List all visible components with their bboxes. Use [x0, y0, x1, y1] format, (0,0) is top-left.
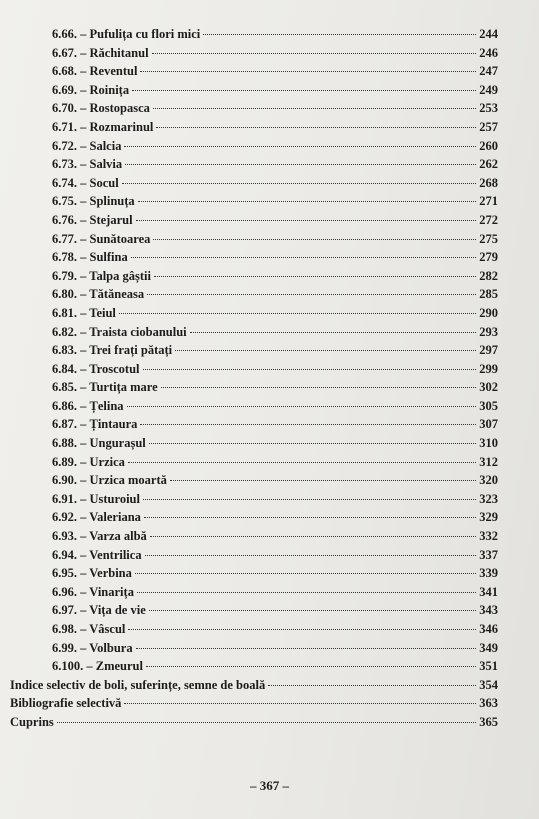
entry-page-number: 310: [479, 436, 498, 451]
dot-leader: [132, 90, 476, 91]
entry-number: 6.78.: [52, 250, 77, 265]
dot-leader: [137, 592, 476, 593]
toc-entry: [0, 269, 498, 288]
entry-title: – Urzica moartă: [80, 473, 167, 488]
entry-number: 6.89.: [52, 454, 77, 469]
entry-number: 6.74.: [52, 175, 77, 190]
entry-page-number: 329: [479, 510, 498, 525]
dot-leader: [161, 387, 477, 388]
entry-page-number: 337: [479, 547, 498, 562]
entry-title: – Trei frați pătați: [80, 343, 173, 358]
entry-page-number: 244: [479, 27, 498, 41]
dot-leader: [154, 276, 476, 277]
dot-leader: [57, 722, 476, 723]
entry-number: 6.87.: [52, 417, 77, 432]
entry-number: 6.97.: [52, 603, 77, 618]
dot-leader: [125, 164, 476, 165]
entry-number: 6.95.: [52, 566, 77, 581]
entry-page-number: 257: [479, 119, 498, 134]
entry-page-number: 332: [479, 529, 498, 544]
entry-page-number: 290: [479, 305, 498, 320]
toc-entry: [0, 157, 498, 176]
entry-page-number: 323: [479, 491, 498, 506]
dot-leader: [119, 313, 476, 314]
entry-title: – Traista ciobanului: [80, 324, 187, 339]
dot-leader: [153, 108, 476, 109]
entry-number: 6.88.: [52, 436, 77, 451]
toc-entry: [0, 27, 498, 46]
entry-page-number: 253: [479, 101, 498, 116]
entry-page-number: 246: [479, 45, 498, 60]
dot-leader: [127, 406, 477, 407]
entry-title: – Răchitanul: [80, 45, 149, 60]
dot-leader: [143, 369, 477, 370]
dot-leader: [128, 462, 476, 463]
entry-number: 6.83.: [52, 343, 77, 358]
entry-page-number: 297: [479, 343, 498, 358]
entry-page-number: 363: [479, 696, 498, 711]
dot-leader: [146, 666, 476, 667]
toc-entry: [0, 622, 498, 641]
dot-leader: [140, 424, 476, 425]
entry-page-number: 282: [479, 268, 498, 283]
dot-leader: [124, 146, 476, 147]
entry-number: 6.79.: [52, 268, 77, 283]
dot-leader: [138, 201, 477, 202]
toc-entry: [0, 548, 498, 567]
entry-title: – Varza albă: [80, 529, 147, 544]
entry-number: 6.81.: [52, 305, 77, 320]
toc-entry: [0, 399, 498, 418]
toc-entry: [0, 287, 498, 306]
dot-leader: [145, 555, 477, 556]
dot-leader: [128, 629, 476, 630]
entry-title: – Roinița: [80, 82, 130, 97]
entry-page-number: 302: [479, 380, 498, 395]
entry-number: 6.90.: [52, 473, 77, 488]
entry-page-number: 320: [479, 473, 498, 488]
dot-leader: [144, 517, 476, 518]
entry-number: 6.71.: [52, 119, 77, 134]
toc-entry: [0, 176, 498, 195]
entry-title: Bibliografie selectivă: [10, 696, 122, 711]
entry-page-number: 312: [479, 454, 498, 469]
dot-leader: [150, 536, 476, 537]
dot-leader: [143, 499, 476, 500]
entry-page-number: 285: [479, 287, 498, 302]
dot-leader: [149, 610, 477, 611]
entry-title: – Volbura: [80, 640, 133, 655]
entry-number: 6.91.: [52, 491, 77, 506]
entry-title: – Țelina: [80, 398, 124, 413]
dot-leader: [203, 34, 476, 35]
entry-page-number: 275: [479, 231, 498, 246]
dot-leader: [156, 127, 476, 128]
toc-entry: [0, 232, 498, 251]
entry-page-number: 351: [479, 659, 498, 674]
entry-number: 6.85.: [52, 380, 77, 395]
toc-entry: [0, 325, 498, 344]
toc-entry: [0, 510, 498, 529]
dot-leader: [124, 703, 476, 704]
toc-entry: [0, 529, 498, 548]
toc-entry: [0, 473, 498, 492]
toc-entry: [0, 455, 498, 474]
entry-title: – Zmeurul: [86, 659, 143, 674]
entry-number: 6.76.: [52, 212, 77, 227]
entry-number: 6.75.: [52, 194, 77, 209]
entry-page-number: 260: [479, 138, 498, 153]
toc-entry: [0, 213, 498, 232]
entry-number: 6.77.: [52, 231, 77, 246]
toc-entry: [0, 417, 498, 436]
entry-number: 6.72.: [52, 138, 77, 153]
entry-number: 6.86.: [52, 398, 77, 413]
entry-title: – Tătăneasa: [80, 287, 145, 302]
entry-page-number: 349: [479, 640, 498, 655]
toc-entry: [0, 250, 498, 269]
entry-page-number: 279: [479, 250, 498, 265]
toc-entry: [0, 436, 498, 455]
entry-page-number: 365: [479, 714, 498, 729]
entry-page-number: 339: [479, 566, 498, 581]
entry-page-number: 354: [479, 677, 498, 692]
dot-leader: [131, 257, 477, 258]
table-of-contents: [0, 27, 539, 734]
entry-number: 6.99.: [52, 640, 77, 655]
entry-title: – Vița de vie: [80, 603, 146, 618]
toc-section-entry: [0, 678, 498, 697]
entry-title: – Sulfina: [80, 250, 128, 265]
entry-number: 6.94.: [52, 547, 77, 562]
entry-page-number: 272: [479, 212, 498, 227]
dot-leader: [136, 220, 477, 221]
entry-title: – Pufulița cu flori mici: [80, 27, 201, 41]
toc-entry: [0, 46, 498, 65]
entry-number: 6.92.: [52, 510, 77, 525]
entry-title: – Socul: [80, 175, 119, 190]
entry-number: 6.73.: [52, 157, 77, 172]
entry-title: – Talpa gâștii: [80, 268, 151, 283]
entry-title: – Verbina: [80, 566, 132, 581]
toc-entry: [0, 139, 498, 158]
entry-page-number: 249: [479, 82, 498, 97]
entry-title: – Teiul: [80, 305, 116, 320]
entry-page-number: 247: [479, 64, 498, 79]
entry-title: – Sunătoarea: [80, 231, 151, 246]
entry-title: Cuprins: [10, 714, 54, 729]
entry-title: – Salcia: [80, 138, 122, 153]
toc-entry: [0, 362, 498, 381]
entry-number: 6.67.: [52, 45, 77, 60]
entry-page-number: 305: [479, 398, 498, 413]
entry-title: – Salvia: [80, 157, 123, 172]
entry-title: – Stejarul: [80, 212, 133, 227]
dot-leader: [136, 648, 477, 649]
entry-title: – Vinarița: [80, 584, 134, 599]
section-list: [0, 678, 539, 734]
entry-number: 6.93.: [52, 529, 77, 544]
entry-number: 6.82.: [52, 324, 77, 339]
entry-title: – Urzica: [80, 454, 125, 469]
entry-title: – Ventrilica: [80, 547, 142, 562]
entry-page-number: 262: [479, 157, 498, 172]
entry-title: – Valeriana: [80, 510, 141, 525]
entry-number: 6.66.: [52, 27, 77, 41]
dot-leader: [122, 183, 477, 184]
entry-page-number: 293: [479, 324, 498, 339]
dot-leader: [140, 71, 476, 72]
toc-entry: [0, 603, 498, 622]
toc-entry: [0, 566, 498, 585]
dot-leader: [170, 480, 476, 481]
entry-page-number: 299: [479, 361, 498, 376]
toc-entry: [0, 83, 498, 102]
toc-entry: [0, 641, 498, 660]
entry-page-number: 271: [479, 194, 498, 209]
entry-page-number: 307: [479, 417, 498, 432]
entry-title: – Splinuța: [80, 194, 135, 209]
toc-entry: [0, 659, 498, 678]
toc-entry: [0, 585, 498, 604]
entry-number: 6.69.: [52, 82, 77, 97]
entry-number: 6.100.: [52, 659, 84, 674]
toc-entry: [0, 380, 498, 399]
dot-leader: [175, 350, 476, 351]
entry-title: – Usturoiul: [80, 491, 140, 506]
toc-section-entry: [0, 696, 498, 715]
page-number-footer: – 367 –: [250, 778, 289, 793]
toc-section-entry: [0, 715, 498, 734]
entry-number: 6.68.: [52, 64, 77, 79]
entry-number: 6.80.: [52, 287, 77, 302]
toc-entry: [0, 343, 498, 362]
entry-page-number: 341: [479, 584, 498, 599]
entry-page-number: 343: [479, 603, 498, 618]
entry-number: 6.70.: [52, 101, 77, 116]
entry-title: – Troscotul: [80, 361, 140, 376]
dot-leader: [147, 294, 476, 295]
dot-leader: [152, 53, 477, 54]
entry-title: – Rostopasca: [80, 101, 150, 116]
toc-entry: [0, 306, 498, 325]
toc-entry: [0, 101, 498, 120]
dot-leader: [149, 443, 476, 444]
toc-entry: [0, 194, 498, 213]
entry-title: Indice selectiv de boli, suferințe, semne de boală: [10, 677, 266, 692]
dot-leader: [268, 685, 476, 686]
entry-number: 6.98.: [52, 622, 77, 636]
entry-title: – Reventul: [80, 64, 138, 79]
entry-number: 6.84.: [52, 361, 77, 376]
entry-number: 6.96.: [52, 584, 77, 599]
entry-title: – Turtița mare: [80, 380, 158, 395]
dot-leader: [190, 332, 477, 333]
subsection-list: [0, 27, 539, 678]
entry-page-number: 346: [479, 622, 498, 636]
toc-entry: [0, 492, 498, 511]
entry-title: – Ungurașul: [80, 436, 146, 451]
toc-entry: [0, 64, 498, 83]
entry-page-number: 268: [479, 175, 498, 190]
entry-title: – Vâscul: [80, 622, 126, 636]
entry-title: – Rozmarinul: [80, 119, 154, 134]
dot-leader: [153, 239, 476, 240]
toc-entry: [0, 120, 498, 139]
dot-leader: [135, 573, 476, 574]
entry-title: – Țintaura: [80, 417, 138, 432]
